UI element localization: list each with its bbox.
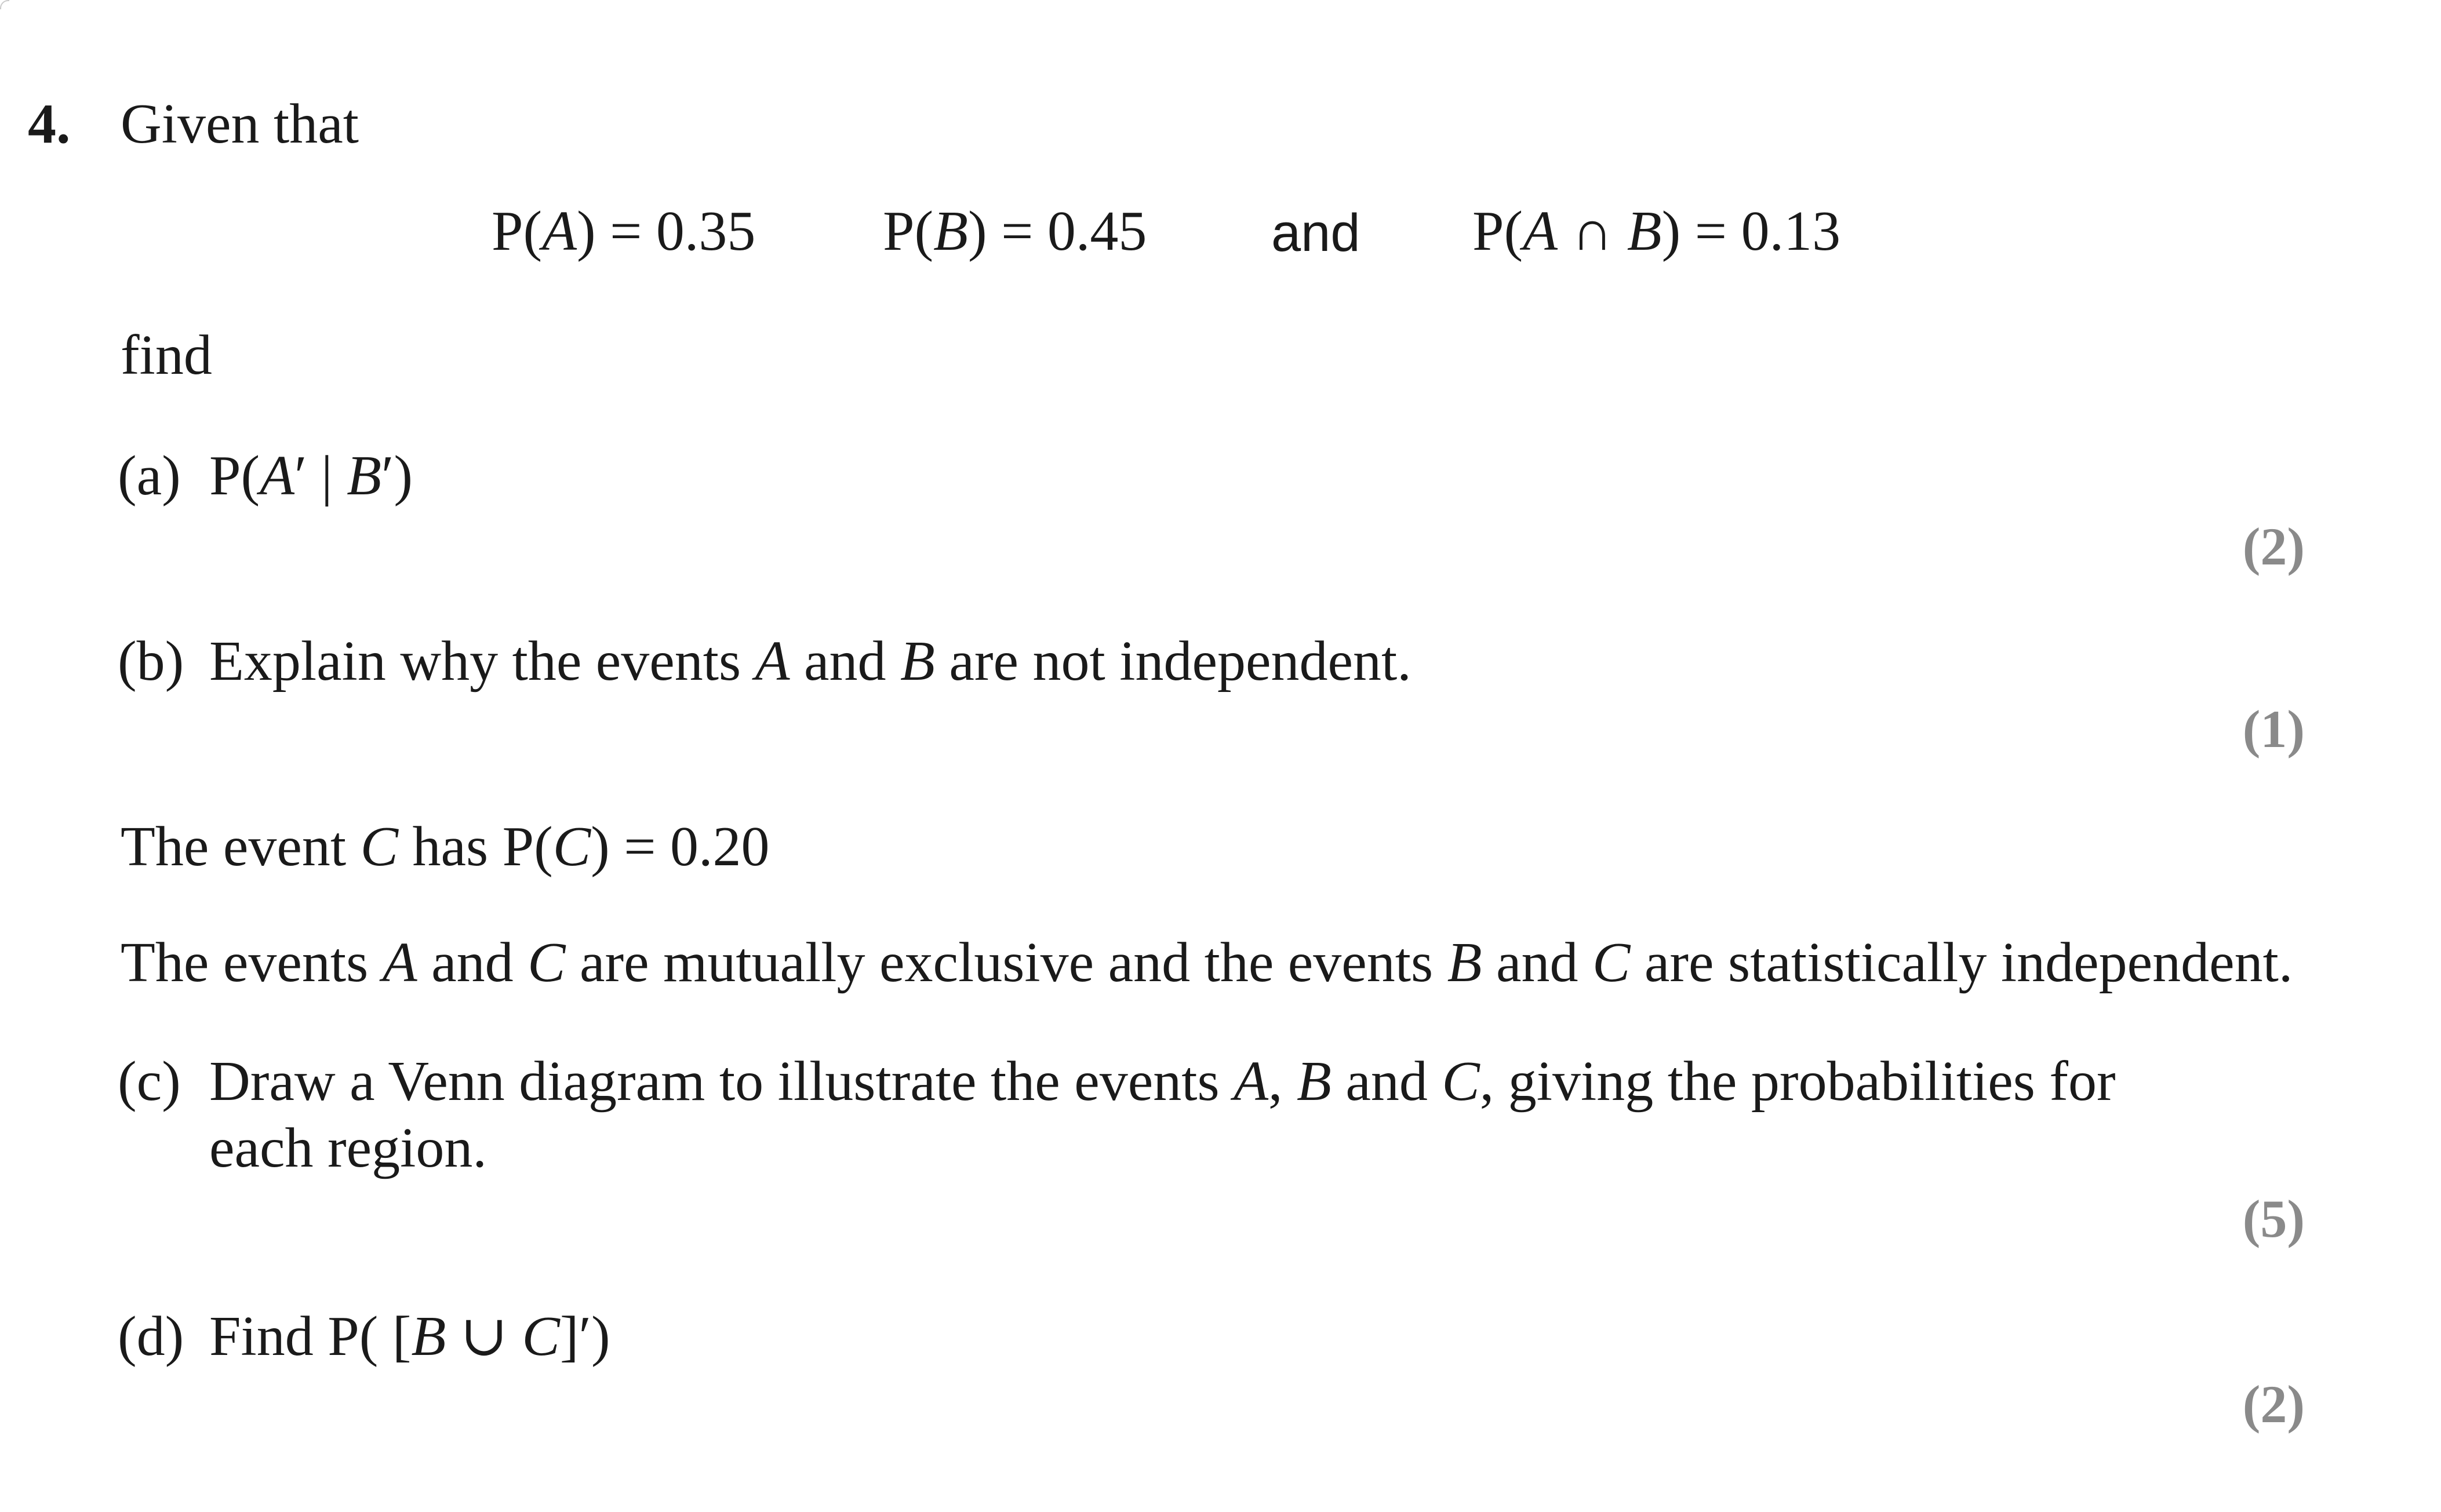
question-number: 4. (28, 93, 71, 155)
part-c-line2: each region. (209, 1117, 487, 1179)
events-relationship-statement: The events A and C are mutually exclusive and the events B and C are statistically independent. (121, 931, 2293, 994)
part-b-marks: (1) (2242, 699, 2305, 759)
find-label: find (121, 324, 212, 387)
part-c-marks: (5) (2242, 1189, 2305, 1248)
part-a-marks: (2) (2242, 517, 2305, 576)
given-pa: P(A) = 0.35 (492, 200, 756, 263)
question-intro: Given that (121, 93, 359, 155)
event-c-statement: The event C has P(C) = 0.20 (121, 815, 770, 878)
part-d-marks: (2) (2242, 1375, 2305, 1434)
part-a: (a) P(A′ | B′) (118, 443, 413, 509)
part-d-label: (d) (118, 1305, 184, 1368)
part-d: (d) Find P( [B ∪ C]′) (118, 1304, 610, 1369)
given-and: and (1271, 203, 1360, 263)
page-corner-mark (0, 0, 9, 9)
part-c-label: (c) (118, 1050, 181, 1113)
part-a-label: (a) (118, 445, 181, 507)
part-b-label: (b) (118, 630, 184, 693)
part-b: (b) Explain why the events A and B are not independent. (118, 629, 1412, 694)
given-pab: P(A ∩ B) = 0.13 (1472, 200, 1841, 263)
given-pb: P(B) = 0.45 (883, 200, 1147, 263)
part-c: (c) Draw a Venn diagram to illustrate the events A, B and C, giving the probabilities for (118, 1049, 2116, 1114)
